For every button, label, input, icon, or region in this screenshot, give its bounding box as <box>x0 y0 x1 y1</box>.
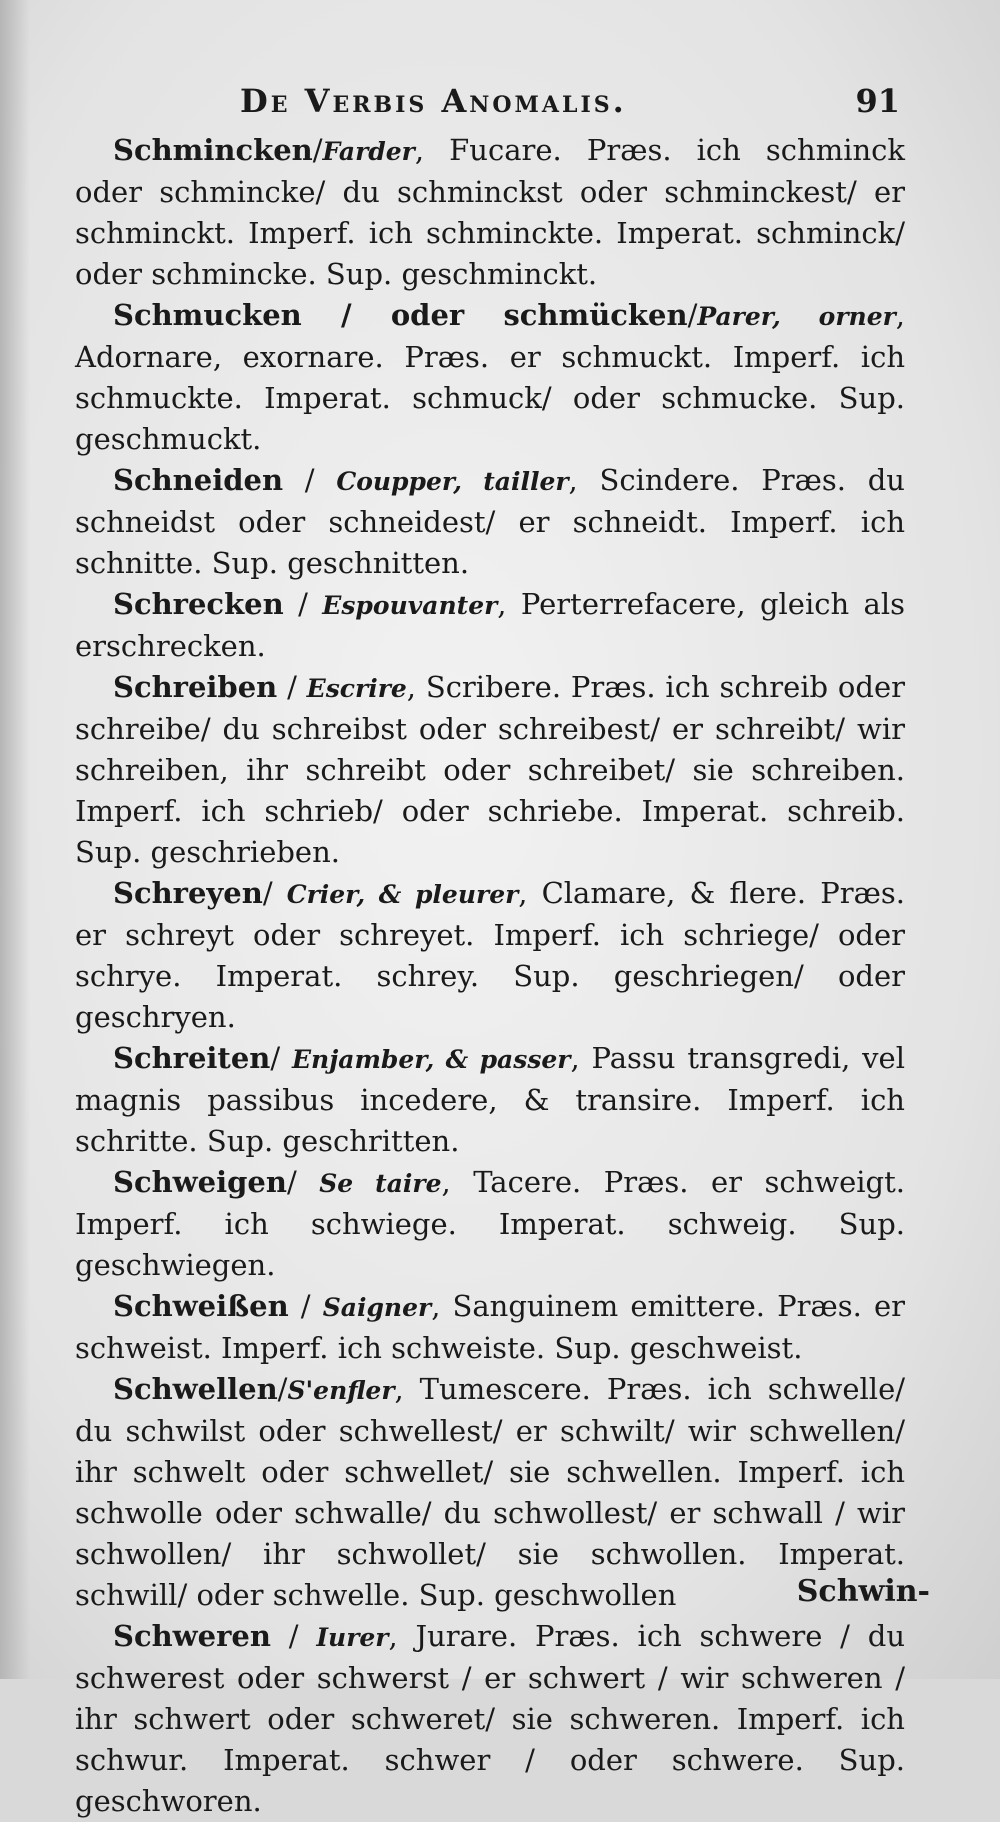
entry-text: , Sanguinem emittere. Præs. er schweist. Imperf. ich schweiste. Sup. geschweist. <box>75 1289 905 1365</box>
entry-text: , Tumescere. Præs. ich schwelle/ du schwilst oder schwellest/ er schwilt/ wir schwellen/ ihr schwelt oder schwellet/ sie schwellen. Imperf. ich schwolle oder schwalle/ du schwollest/ er schwall / wir schwollen/ ihr schwollet/ sie schwollen. Imperat. schwill/ oder schwelle. Sup. geschwollen <box>75 1372 905 1612</box>
entry-separator: / <box>286 1165 320 1199</box>
page-edge-shadow <box>0 0 30 1679</box>
entry-text: , Tacere. Præs. er schweigt. Imperf. ich schwiege. Imperat. schweig. Sup. geschwiegen. <box>75 1165 905 1282</box>
entry-french-gloss: Se taire <box>319 1169 442 1198</box>
running-title: De Verbis Anomalis. <box>240 82 627 120</box>
entry-french-gloss: Saigner <box>322 1293 432 1322</box>
verb-entry <box>75 130 905 295</box>
entry-separator: / <box>270 1041 292 1075</box>
entry-separator: / <box>277 670 307 704</box>
entry-french-gloss: Farder <box>322 137 415 166</box>
verb-entry <box>75 873 905 1038</box>
entry-headword: Schreiten <box>113 1041 271 1075</box>
entry-headword: Schrecken <box>113 587 284 621</box>
entry-separator: / <box>288 1289 323 1323</box>
entry-text: , Passu transgredi, vel magnis passibus incedere, & transire. Imperf. ich schritte. Sup. geschritten. <box>75 1041 905 1158</box>
entry-french-gloss: S'enfler <box>287 1376 395 1405</box>
entry-headword: Schreiben <box>113 670 278 704</box>
verb-entry <box>75 1616 905 1822</box>
entry-french-gloss: Iurer <box>316 1623 389 1652</box>
verb-entry <box>75 1162 905 1286</box>
entry-french-gloss: Enjamber, & passer <box>291 1045 571 1074</box>
entry-text: , Scribere. Præs. ich schreib oder schreibe/ du schreibst oder schreibest/ er schreibt/ wir schreiben, ihr schreibt oder schreibet/ sie schreiben. Imperf. ich schrieb/ oder schriebe. Imperat. schreib. Sup. geschrieben. <box>75 670 905 869</box>
entry-headword: Schmincken <box>113 133 313 167</box>
verb-entry <box>75 667 905 873</box>
page-header <box>240 82 900 122</box>
verb-entry <box>75 584 905 667</box>
entry-headword: Schweren <box>113 1619 271 1653</box>
entry-separator: / <box>283 463 337 497</box>
verb-entry <box>75 460 905 584</box>
entry-headword: Schwellen <box>113 1372 278 1406</box>
entry-french-gloss: Escrire <box>306 674 407 703</box>
verb-entry <box>75 1369 905 1616</box>
entry-text: , Fucare. Præs. ich schminck oder schmincke/ du schminckst oder schminckest/ er schminckt. Imperf. ich schminckte. Imperat. schminck/ oder schmincke. Sup. geschminckt. <box>75 133 905 291</box>
verb-entries <box>75 130 905 1822</box>
entry-separator: / <box>262 876 287 910</box>
entry-text: , Scindere. Præs. du schneidst oder schneidest/ er schneidt. Imperf. ich schnitte. Sup. geschnitten. <box>75 463 905 580</box>
entry-headword: Schmucken / oder schmücken <box>113 298 688 332</box>
entry-headword: Schweißen <box>113 1289 289 1323</box>
entry-headword: Schreyen <box>113 876 263 910</box>
entry-french-gloss: Parer, orner <box>697 302 896 331</box>
catchword: Schwin- <box>796 1574 930 1609</box>
entry-french-gloss: Espouvanter <box>322 591 498 620</box>
entry-headword: Schweigen <box>113 1165 287 1199</box>
entry-separator: / <box>687 298 698 332</box>
entry-separator: / <box>283 587 323 621</box>
entry-text: , Clamare, & flere. Præs. er schreyt oder schreyet. Imperf. ich schriege/ oder schrye. Imperat. schrey. Sup. geschriegen/ oder geschryen. <box>75 876 905 1034</box>
verb-entry <box>75 295 905 460</box>
entry-separator: / <box>270 1619 317 1653</box>
entry-french-gloss: Crier, & pleurer <box>286 880 519 909</box>
entry-french-gloss: Coupper, tailler <box>336 467 569 496</box>
verb-entry <box>75 1286 905 1369</box>
entry-text: , Adornare, exornare. Præs. er schmuckt. Imperf. ich schmuckte. Imperat. schmuck/ oder schmucke. Sup. geschmuckt. <box>75 298 905 456</box>
entry-text: , Jurare. Præs. ich schwere / du schwerest oder schwerst / er schwert / wir schweren / ihr schwert oder schweret/ sie schweren. Imperf. ich schwur. Imperat. schwer / oder schwere. Sup. geschworen. <box>75 1619 905 1818</box>
entry-separator: / <box>277 1372 288 1406</box>
entry-text: , Perterrefacere, gleich als erschrecken. <box>75 587 905 663</box>
entry-separator: / <box>312 133 323 167</box>
verb-entry <box>75 1038 905 1162</box>
page-number: 91 <box>855 82 900 120</box>
entry-headword: Schneiden <box>113 463 284 497</box>
